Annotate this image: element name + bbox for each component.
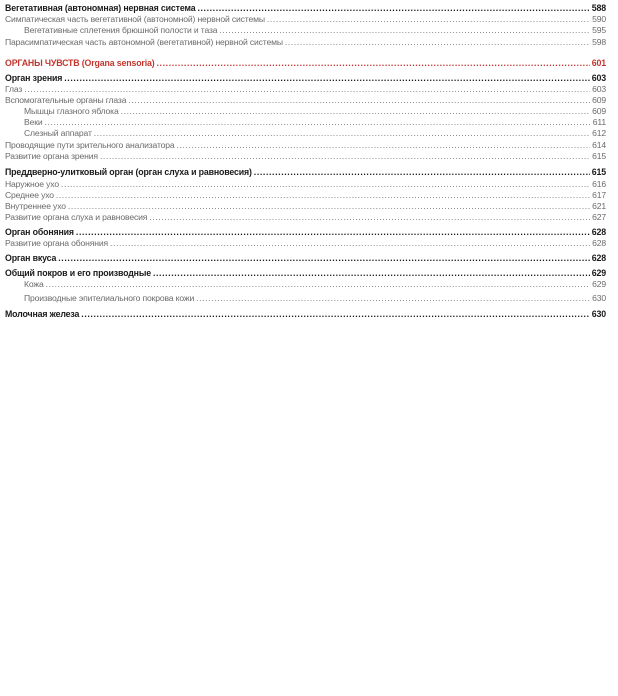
page-number: 628 xyxy=(591,227,606,237)
dot-leader xyxy=(128,95,590,106)
dot-leader xyxy=(58,253,590,264)
entry-title: Проводящие пути зрительного анализатора xyxy=(5,140,175,150)
toc-entry[interactable] xyxy=(24,106,606,117)
dot-leader xyxy=(197,3,589,14)
entry-title: Мышцы глазного яблока xyxy=(24,106,119,116)
dot-leader xyxy=(254,167,590,178)
toc-entry[interactable] xyxy=(5,253,606,264)
toc-entry[interactable] xyxy=(24,293,606,304)
dot-leader xyxy=(68,201,590,212)
toc-entry[interactable] xyxy=(24,117,606,128)
toc-entry[interactable] xyxy=(5,84,606,95)
page-number: 603 xyxy=(592,84,606,94)
entry-title: Парасимпатическая часть автономной (вегетативной) нервной системы xyxy=(5,37,283,47)
entry-title: Наружное ухо xyxy=(5,179,59,189)
dot-leader xyxy=(46,279,590,290)
entry-title: Глаз xyxy=(5,84,23,94)
toc-entry[interactable] xyxy=(5,268,606,279)
dot-leader xyxy=(157,58,590,69)
dot-leader xyxy=(56,190,590,201)
toc-entry[interactable] xyxy=(5,238,606,249)
entry-title: Вспомогательные органы глаза xyxy=(5,95,127,105)
dot-leader xyxy=(94,128,590,139)
page-number: 609 xyxy=(592,106,606,116)
entry-title: Развитие органа зрения xyxy=(5,151,98,161)
dot-leader xyxy=(100,151,590,162)
dot-leader xyxy=(64,73,590,84)
toc-entry[interactable] xyxy=(5,3,606,14)
toc-entry[interactable] xyxy=(5,227,606,238)
dot-leader xyxy=(149,212,590,223)
toc-entry[interactable] xyxy=(5,201,606,212)
dot-leader xyxy=(285,37,590,48)
toc-entry[interactable] xyxy=(5,14,606,25)
page-number: 621 xyxy=(592,201,606,211)
dot-leader xyxy=(153,268,590,279)
dot-leader xyxy=(196,293,590,304)
entry-title: Орган обоняния xyxy=(5,227,74,237)
page-number: 615 xyxy=(592,151,606,161)
toc-entry[interactable] xyxy=(5,212,606,223)
dot-leader xyxy=(24,84,590,95)
toc-entry[interactable] xyxy=(5,167,606,178)
entry-title: Вегетативные сплетения брюшной полости и таза xyxy=(24,25,218,35)
toc-entry[interactable] xyxy=(5,309,606,320)
toc-entry[interactable] xyxy=(5,151,606,162)
toc-entry[interactable] xyxy=(5,37,606,48)
page-number: 590 xyxy=(592,14,606,24)
entry-title: Развитие органа обоняния xyxy=(5,238,109,248)
entry-title: Симпатическая часть вегетативной (автономной) нервной системы xyxy=(5,14,265,24)
page-number: 603 xyxy=(591,73,606,83)
entry-title: Развитие органа слуха и равновесия xyxy=(5,212,148,222)
toc-section-heading[interactable] xyxy=(5,58,606,69)
entry-title: Общий покров и его производные xyxy=(5,268,151,278)
entry-title: Веки xyxy=(24,117,43,127)
page-number: 617 xyxy=(592,190,606,200)
page-number: 630 xyxy=(591,309,606,319)
toc-entry[interactable] xyxy=(5,95,606,106)
page-number: 595 xyxy=(592,25,606,35)
dot-leader xyxy=(61,179,590,190)
page-number: 615 xyxy=(591,167,606,177)
page-number: 588 xyxy=(591,3,606,13)
entry-title: Слезный аппарат xyxy=(24,128,92,138)
entry-title: Внутреннее ухо xyxy=(5,201,66,211)
dot-leader xyxy=(177,140,591,151)
page-number: 611 xyxy=(592,117,606,127)
page-number: 629 xyxy=(592,279,606,289)
page-number: 627 xyxy=(592,212,606,222)
page-number: 628 xyxy=(591,253,606,263)
toc-entry[interactable] xyxy=(5,140,606,151)
toc-entry[interactable] xyxy=(24,128,606,139)
dot-leader xyxy=(219,25,590,36)
dot-leader xyxy=(267,14,590,25)
page-number: 628 xyxy=(592,238,606,248)
entry-title: Молочная железа xyxy=(5,309,80,319)
toc-entry[interactable] xyxy=(5,73,606,84)
entry-title: Орган вкуса xyxy=(5,253,57,263)
page-number: 609 xyxy=(592,95,606,105)
page-number: 601 xyxy=(591,58,606,68)
page-number: 616 xyxy=(592,179,606,189)
page-number: 612 xyxy=(592,128,606,138)
toc-entry[interactable] xyxy=(24,25,606,36)
entry-title: Преддверно-улитковый орган (орган слуха и равновесия) xyxy=(5,167,252,177)
dot-leader xyxy=(81,309,589,320)
entry-title: Среднее ухо xyxy=(5,190,54,200)
entry-title: Кожа xyxy=(24,279,44,289)
dot-leader xyxy=(76,227,590,238)
entry-title: Вегетативная (автономная) нервная система xyxy=(5,3,196,13)
dot-leader xyxy=(121,106,591,117)
toc-entry[interactable] xyxy=(5,179,606,190)
page-number: 614 xyxy=(592,140,606,150)
toc-entry[interactable] xyxy=(24,279,606,290)
entry-title: ОРГАНЫ ЧУВСТВ (Organa sensoria) xyxy=(5,58,155,68)
page-number: 598 xyxy=(592,37,606,47)
entry-title: Производные эпителиального покрова кожи xyxy=(24,293,195,303)
page-number: 630 xyxy=(592,293,606,303)
toc-entry[interactable] xyxy=(5,190,606,201)
page-number: 629 xyxy=(591,268,606,278)
dot-leader xyxy=(44,117,590,128)
dot-leader xyxy=(110,238,590,249)
entry-title: Орган зрения xyxy=(5,73,63,83)
